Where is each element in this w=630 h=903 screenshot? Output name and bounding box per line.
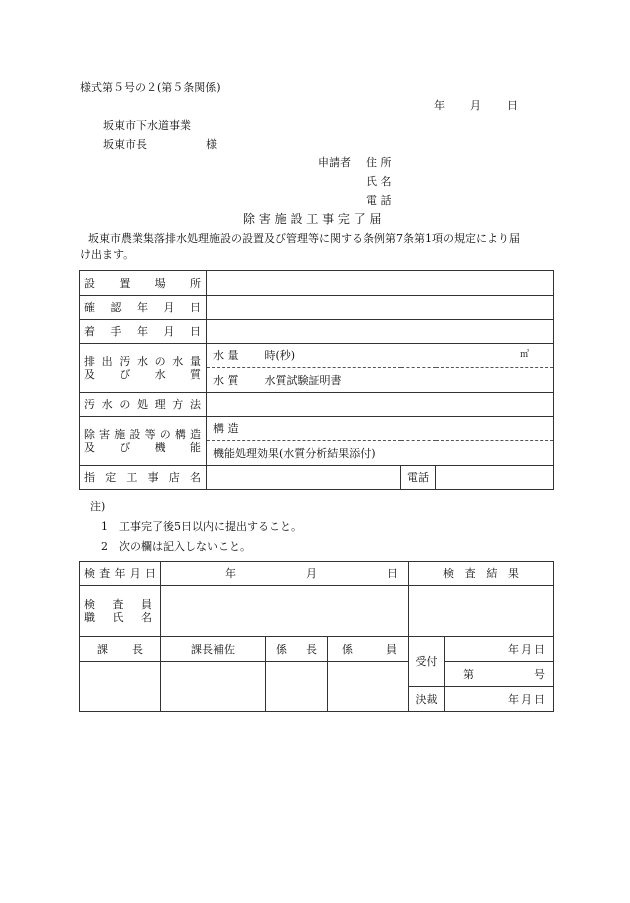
office-table <box>79 561 554 712</box>
justified-label: 及 び 水 質 <box>84 368 201 381</box>
structure-field[interactable] <box>207 417 554 441</box>
applicant-name: 氏 名 <box>366 175 392 188</box>
contractor-field[interactable] <box>207 466 401 490</box>
water-quality-note: 水質試験証明書 <box>264 373 342 387</box>
justified-label: 指 定 工 事 店 名 <box>84 471 201 484</box>
discharge-label <box>80 344 207 393</box>
justified-label: 課 長 <box>97 642 143 656</box>
inspection-result-label <box>409 562 554 586</box>
decision-year: 年 <box>508 692 519 706</box>
applicant-phone: 電 話 <box>366 194 392 207</box>
number-prefix: 第 <box>463 667 474 681</box>
justified-label: 確 認 年 月 日 <box>84 301 201 314</box>
addressee-line-1: 坂東市下水道事業 <box>103 119 191 132</box>
contractor-phone-field[interactable] <box>436 466 554 490</box>
notes-heading: 注) <box>90 500 106 513</box>
received-date-field[interactable] <box>445 637 554 662</box>
role-chief <box>80 637 161 662</box>
justified-label: 係 員 <box>342 642 397 656</box>
structure-label: 構 造 <box>213 422 239 435</box>
addressee-sama: 様 <box>206 138 217 151</box>
water-quality-label: 水 質 <box>213 373 239 387</box>
inspection-date-label <box>80 562 161 586</box>
location-label <box>80 271 207 296</box>
location-field[interactable] <box>207 271 554 296</box>
received-number-field[interactable] <box>445 662 554 687</box>
cubic-unit: ㎥ <box>520 350 530 360</box>
confirm-date-field[interactable] <box>207 296 554 320</box>
water-volume-unit: 時(秒) <box>264 349 296 362</box>
justified-label: 排 出 汚 水 の 水 量 <box>84 355 201 368</box>
decision-label: 決裁 <box>409 687 445 712</box>
water-volume-label: 水 量 <box>213 349 239 362</box>
inspection-date-field[interactable] <box>161 562 409 586</box>
treatment-method-label <box>80 393 207 417</box>
received-label: 受付 <box>409 637 445 687</box>
note-item-2: 2 次の欄は記入しないこと。 <box>101 540 251 553</box>
justified-label: 検 査 結 果 <box>443 567 519 580</box>
applicant-label: 申請者 <box>318 156 351 169</box>
seal-staff[interactable] <box>328 662 409 712</box>
role-sub-chief <box>266 637 328 662</box>
date-year: 年 <box>434 99 445 112</box>
insp-day: 日 <box>387 567 398 580</box>
inspector-label <box>80 586 161 637</box>
start-date-label <box>80 320 207 344</box>
justified-label: 設 置 場 所 <box>84 276 201 290</box>
insp-month: 月 <box>306 567 317 580</box>
justified-label: 着 手 年 月 日 <box>84 325 201 338</box>
contractor-label <box>80 466 207 490</box>
confirm-date-label <box>80 296 207 320</box>
body-text-2: け出ます。 <box>80 248 135 261</box>
justified-label: 除 害 施 設 等 の 構 造 <box>84 428 201 441</box>
decision-day: 日 <box>534 692 545 706</box>
form-number: 様式第５号の２(第５条関係) <box>80 81 221 94</box>
seal-sub-chief[interactable] <box>266 662 328 712</box>
note-item-1: 1 工事完了後5日以内に提出すること。 <box>101 520 302 533</box>
role-staff <box>328 637 409 662</box>
role-assistant-chief: 課長補佐 <box>161 637 266 662</box>
number-suffix: 号 <box>534 667 545 681</box>
decision-date-field[interactable] <box>445 687 554 712</box>
justified-label: 検 査 員 <box>84 598 152 611</box>
function-field[interactable] <box>207 441 554 466</box>
justified-label: 汚 水 の 処 理 方 法 <box>84 398 201 411</box>
main-table <box>79 270 554 490</box>
inspector-field[interactable] <box>161 586 409 637</box>
applicant-address: 住 所 <box>366 156 392 169</box>
received-month: 月 <box>521 642 532 656</box>
water-quality-field[interactable] <box>207 368 554 393</box>
date-month: 月 <box>470 99 481 112</box>
water-volume-field[interactable] <box>207 344 554 368</box>
insp-year: 年 <box>225 567 236 580</box>
body-text-1: 坂東市農業集落排水処理施設の設置及び管理等に関する条例第7条第1項の規定により届 <box>88 232 520 245</box>
seal-chief[interactable] <box>80 662 161 712</box>
justified-label: 及 び 機 能 <box>84 441 201 454</box>
contractor-phone-label: 電話 <box>401 466 436 490</box>
justified-label: 職 氏 名 <box>84 611 152 624</box>
seal-assistant-chief[interactable] <box>161 662 266 712</box>
received-day: 日 <box>534 642 545 656</box>
addressee-line-2: 坂東市長 <box>103 138 147 151</box>
document-title: 除 害 施 設 工 事 完 了 届 <box>243 212 382 226</box>
treatment-method-field[interactable] <box>207 393 554 417</box>
start-date-field[interactable] <box>207 320 554 344</box>
justified-label: 検 査 年 月 日 <box>84 567 156 580</box>
function-note: 機能処理効果(水質分析結果添付) <box>213 446 376 460</box>
facility-label <box>80 417 207 466</box>
date-day: 日 <box>507 99 518 112</box>
decision-month: 月 <box>521 692 532 706</box>
justified-label: 係 長 <box>276 642 317 656</box>
received-year: 年 <box>508 642 519 656</box>
inspection-result-field[interactable] <box>409 586 554 637</box>
